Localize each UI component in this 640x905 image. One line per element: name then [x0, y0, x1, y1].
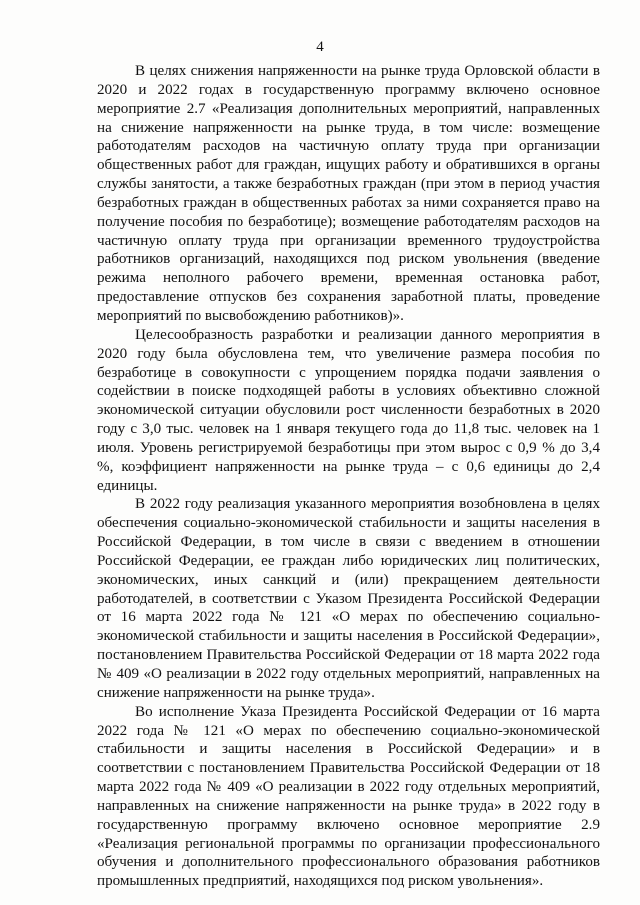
paragraph-measure-2-9: Во исполнение Указа Президента Российской Федерации от 16 марта 2022 года № 121 «О мерах по обеспечению социально-экономической стабильности и защиты населения в Российской Федерации» и в соответствии с постановлением Правительства Российской Федерации от 18 марта 2022 года № 409 «О реализации в 2022 году отдельных мероприятий, направленных на снижение напряженности на рынке труда» в 2022 году в государственную программу включено основное мероприятие 2.9 «Реализация региональной программы по организации профессионального обучения и дополнительного профессионального образования работников промышленных предприятий, находящихся под риском увольнения». — [97, 703, 600, 890]
paragraph-resumption-2022: В 2022 году реализация указанного мероприятия возобновлена в целях обеспечения социально-экономической стабильности и защиты населения в Российской Федерации, в том числе в связи с введением в отношении Российской Федерации, ее граждан либо юридических лиц политических, экономических, иных санкций и (или) прекращением деятельности работодателей, в соответствии с Указом Президента Российской Федерации от 16 марта 2022 года № 121 «О мерах по обеспечению социально-экономической стабильности и защиты населения в Российской Федерации», постановлением Правительства Российской Федерации от 18 марта 2022 года № 409 «О реализации в 2022 году отдельных мероприятий, направленных на снижение напряженности на рынке труда». — [97, 496, 600, 701]
page-number: 4 — [316, 39, 324, 55]
paragraph-measure-2-7: В целях снижения напряженности на рынке труда Орловской области в 2020 и 2022 годах в государственную программу включено основное мероприятие 2.7 «Реализация дополнительных мероприятий, направленных на снижение напряженности на рынке труда, в том числе: возмещение работодателям расходов на частичную оплату труда при организации общественных работ для граждан, ищущих работу и обратившихся в органы службы занятости, а также безработных граждан (при этом в период участия безработных граждан в общественных работах за ними сохраняется право на получение пособия по безработице); возмещение работодателям расходов на частичную оплату труда при организации временного трудоустройства работников организаций, находящихся под риском увольнения (введение режима неполного рабочего времени, временная остановка работ, предоставление отпусков без сохранения заработной платы, проведение мероприятий по высвобождению работников)». — [97, 63, 600, 324]
paragraph-justification-2020: Целесообразность разработки и реализации данного мероприятия в 2020 году была обусловлена тем, что увеличение размера пособия по безработице в совокупности с упрощением порядка подачи заявления о содействии в поиске подходящей работы в условиях объективно сложной экономической ситуации обусловили рост численности безработных в 2020 году с 3,0 тыс. человек на 1 января текущего года до 11,8 тыс. человек на 1 июля. Уровень регистрируемой безработицы при этом вырос с 0,9 % до 3,4 %, коэффициент напряженности на рынке труда – с 0,6 единицы до 2,4 единицы. — [97, 326, 600, 494]
document-body — [97, 62, 600, 891]
